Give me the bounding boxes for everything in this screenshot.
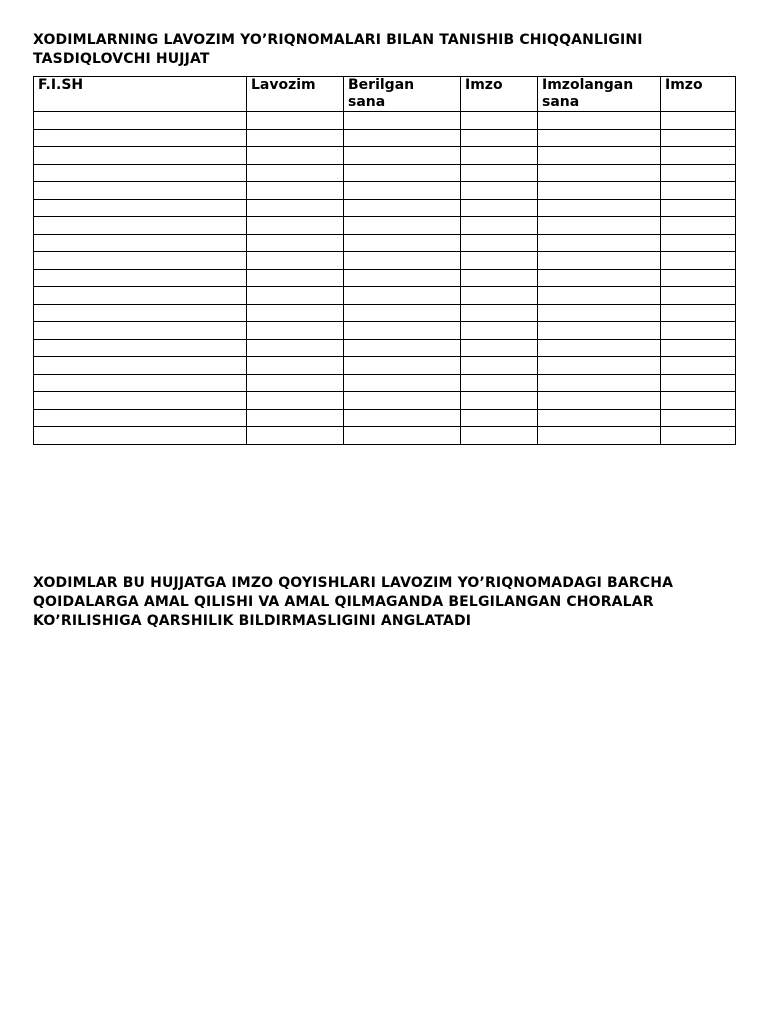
table-cell [344,112,461,130]
table-cell [461,129,538,147]
table-cell [34,199,247,217]
table-cell [247,339,344,357]
table-cell [247,374,344,392]
column-header-imzo-second: Imzo [661,77,736,112]
table-cell [461,374,538,392]
table-cell [344,304,461,322]
table-cell [34,164,247,182]
table-cell [344,269,461,287]
table-cell [34,409,247,427]
table-cell [538,392,661,410]
column-header-lavozim: Lavozim [247,77,344,112]
table-cell [538,374,661,392]
table-cell [247,129,344,147]
table-cell [538,304,661,322]
table-cell [661,304,736,322]
table-cell [461,252,538,270]
table-cell [461,164,538,182]
acknowledgement-table [33,76,736,445]
table-cell [661,129,736,147]
table-cell [661,217,736,235]
table-cell [247,304,344,322]
table-cell [344,287,461,305]
table-cell [247,287,344,305]
table-cell [34,339,247,357]
table-row [34,269,736,287]
column-header-imzolangan-sana: Imzolangan sana [538,77,661,112]
table-cell [661,112,736,130]
table-row [34,304,736,322]
table-row [34,427,736,445]
table-cell [461,199,538,217]
table-cell [538,252,661,270]
table-cell [34,374,247,392]
table-cell [661,234,736,252]
table-cell [461,147,538,165]
table-cell [344,164,461,182]
table-cell [247,269,344,287]
table-cell [461,322,538,340]
table-cell [344,409,461,427]
table-cell [34,234,247,252]
table-row [34,339,736,357]
column-header-berilgan-sana: Berilgan sana [344,77,461,112]
table-cell [34,427,247,445]
table-cell [661,392,736,410]
table-row [34,287,736,305]
table-cell [247,322,344,340]
table-row [34,129,736,147]
table-cell [34,392,247,410]
table-row [34,234,736,252]
table-cell [538,129,661,147]
table-cell [538,427,661,445]
table-row [34,357,736,375]
table-cell [344,392,461,410]
table-cell [344,234,461,252]
table-cell [344,322,461,340]
table-cell [247,112,344,130]
table-cell [34,322,247,340]
table-cell [661,269,736,287]
table-cell [247,217,344,235]
table-cell [538,269,661,287]
table-cell [538,322,661,340]
table-row [34,147,736,165]
table-cell [34,252,247,270]
table-cell [461,217,538,235]
table-cell [247,164,344,182]
table-cell [34,182,247,200]
table-cell [344,147,461,165]
table-cell [344,374,461,392]
table-cell [344,357,461,375]
table-cell [538,357,661,375]
table-cell [461,392,538,410]
table-cell [661,427,736,445]
table-cell [344,252,461,270]
table-row [34,252,736,270]
table-row [34,182,736,200]
table-cell [661,182,736,200]
table-cell [661,147,736,165]
table-cell [247,147,344,165]
table-row [34,374,736,392]
table-cell [34,112,247,130]
table-cell [538,112,661,130]
table-row [34,164,736,182]
table-cell [538,409,661,427]
table-cell [461,357,538,375]
table-cell [661,339,736,357]
table-cell [34,147,247,165]
table-cell [538,182,661,200]
table-cell [34,304,247,322]
table-cell [461,339,538,357]
table-cell [661,409,736,427]
table-cell [34,129,247,147]
document-title: XODIMLARNING LAVOZIM YO’RIQNOMALARI BILAN TANISHIB CHIQQANLIGINI TASDIQLOVCHI HUJJAT [33,32,643,67]
table-cell [461,234,538,252]
table-cell [34,217,247,235]
table-cell [344,199,461,217]
table-cell [461,112,538,130]
table-cell [661,374,736,392]
table-cell [247,182,344,200]
table-cell [34,269,247,287]
table-cell [247,409,344,427]
table-cell [247,252,344,270]
table-cell [661,322,736,340]
table-cell [34,357,247,375]
table-row [34,199,736,217]
table-cell [344,427,461,445]
table-body [34,112,736,445]
table-cell [344,217,461,235]
table-cell [538,339,661,357]
table-cell [247,392,344,410]
column-header-imzo: Imzo [461,77,538,112]
table-cell [247,199,344,217]
acknowledgement-note: XODIMLAR BU HUJJATGA IMZO QOYISHLARI LAVOZIM YO’RIQNOMADAGI BARCHA QOIDALARGA AMAL QILISHI VA AMAL QILMAGANDA BELGILANGAN CHORALAR KO’RILISHIGA QARSHILIK BILDIRMASLIGINI ANGLATADI [33,575,674,629]
table-row [34,217,736,235]
table-cell [538,287,661,305]
table-row [34,112,736,130]
table-cell [247,427,344,445]
table-cell [247,357,344,375]
table-cell [461,287,538,305]
table-cell [344,129,461,147]
table-header-row [34,77,736,112]
table-cell [661,357,736,375]
table-row [34,409,736,427]
table-cell [461,182,538,200]
table-cell [247,234,344,252]
table-cell [344,182,461,200]
table-cell [538,164,661,182]
table-cell [461,304,538,322]
table-cell [538,217,661,235]
table-cell [661,252,736,270]
table-cell [344,339,461,357]
table-cell [538,199,661,217]
table-cell [538,234,661,252]
table-cell [34,287,247,305]
table-cell [461,269,538,287]
table-cell [661,287,736,305]
table-cell [538,147,661,165]
table-row [34,392,736,410]
table-cell [461,409,538,427]
table-cell [661,199,736,217]
column-header-fish: F.I.SH [34,77,247,112]
table-cell [461,427,538,445]
table-cell [661,164,736,182]
table-row [34,322,736,340]
